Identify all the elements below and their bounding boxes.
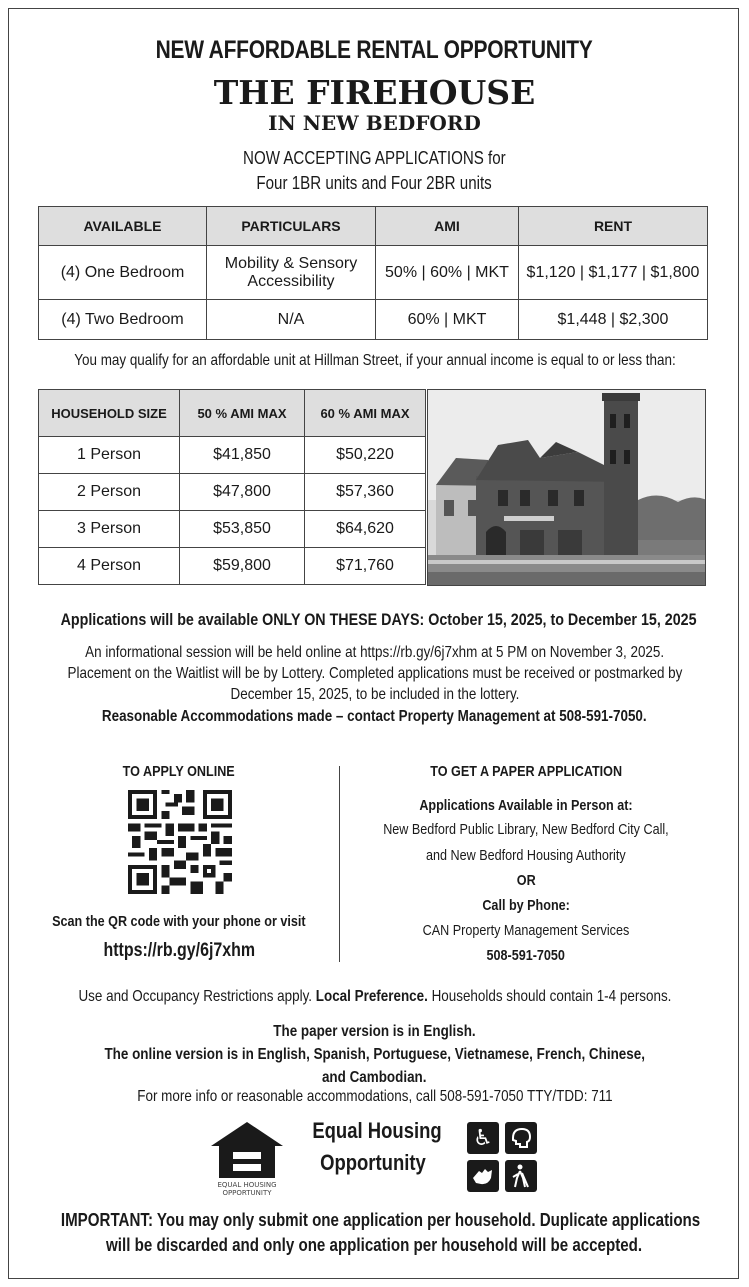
paper-application-heading: TO GET A PAPER APPLICATION [430,763,622,780]
apply-url-link[interactable]: https://rb.gy/6j7xhm [103,940,255,961]
table-cell: $53,850 [180,511,305,548]
column-header: AMI [376,207,519,246]
more-info-text: For more info or reasonable accommodations, call 508-591-7050 TTY/TDD: 711 [136,1088,613,1105]
table-header-row [39,390,426,437]
firehouse-photo [427,389,706,586]
table-row [39,474,426,511]
equal-housing-text: Opportunity [320,1150,426,1175]
table-cell: (4) Two Bedroom [39,300,207,340]
table-cell: Mobility & Sensory Accessibility [207,246,376,300]
table-cell: 3 Person [39,511,180,548]
important-notice: IMPORTANT: You may only submit one application per household. Duplicate applications will be discarded and only one application per household will be accepted. [60,1210,701,1255]
column-header: RENT [519,207,708,246]
restrictions-text: Use and Occupancy Restrictions apply. Local Preference. Households should contain 1-4 persons. [78,988,671,1005]
table-cell: $57,360 [305,474,426,511]
table-row [39,437,426,474]
table-row [39,246,708,300]
accommodations-text: Reasonable Accommodations made – contact Property Management at 508-591-7050. [102,708,647,725]
phone-heading: Call by Phone: [482,897,570,914]
info-session-text: An informational session will be held online at https://rb.gy/6j7xhm at 5 PM on November 3, 2025. Placement on the Waitlist will be by Lottery. Completed applications must be received or postmarked by December 15, 2025, to be included in the lottery. [67,644,682,703]
table-cell: $1,120 | $1,177 | $1,800 [519,246,708,300]
management-company: CAN Property Management Services [422,922,630,939]
equal-housing-logo-icon [209,1120,285,1198]
table-cell: N/A [207,300,376,340]
table-cell: 2 Person [39,474,180,511]
table-cell: $41,850 [180,437,305,474]
table-cell: 60% | MKT [376,300,519,340]
table-cell: (4) One Bedroom [39,246,207,300]
headline: NEW AFFORDABLE RENTAL OPPORTUNITY [156,36,593,64]
intro-text: NOW ACCEPTING APPLICATIONS for Four 1BR units and Four 2BR units [243,148,506,193]
apply-online-heading: TO APPLY ONLINE [122,763,236,780]
in-person-heading: Applications Available in Person at: [419,797,633,814]
or-separator: OR [516,872,536,889]
column-header: AVAILABLE [39,207,207,246]
page-title: THE FIREHOUSE [213,73,536,112]
units-table [38,206,708,340]
table-cell: $59,800 [180,548,305,585]
logo-text: OPPORTUNITY [222,1189,272,1197]
language-text: The paper version is in English. The online version is in English, Spanish, Portuguese, Vietnamese, French, Chinese, and Cambodian. [104,1023,645,1086]
locations-line: and New Bedford Housing Authority [426,847,626,864]
scan-instructions: Scan the QR code with your phone or visit [52,913,306,930]
column-header: 60 % AMI MAX [305,390,426,437]
table-row [39,548,426,585]
page-subtitle: IN NEW BEDFORD [268,111,481,135]
table-row [39,300,708,340]
column-header: HOUSEHOLD SIZE [39,390,180,437]
qualify-text: You may qualify for an affordable unit at Hillman Street, if your annual income is equal to or less than: [73,352,676,369]
table-header-row [39,207,708,246]
equal-housing-text: Equal Housing [312,1118,442,1143]
phone-number[interactable]: 508-591-7050 [486,947,566,964]
table-cell: $47,800 [180,474,305,511]
column-header: PARTICULARS [207,207,376,246]
sign-language-icon [467,1160,499,1192]
table-cell: $64,620 [305,511,426,548]
blind-access-icon [505,1160,537,1192]
table-cell: $50,220 [305,437,426,474]
table-cell: 50% | 60% | MKT [376,246,519,300]
table-cell: 1 Person [39,437,180,474]
table-cell: $71,760 [305,548,426,585]
table-cell: $1,448 | $2,300 [519,300,708,340]
qr-code-icon[interactable] [128,790,232,894]
wheelchair-icon: ♿ [467,1122,499,1154]
locations-line: New Bedford Public Library, New Bedford City Call, [383,821,669,838]
cognitive-access-icon [505,1122,537,1154]
logo-text: EQUAL HOUSING [217,1181,277,1189]
column-header: 50 % AMI MAX [180,390,305,437]
income-table [38,389,426,585]
table-row [39,511,426,548]
table-cell: 4 Person [39,548,180,585]
availability-dates: Applications will be available ONLY ON THESE DAYS: October 15, 2025, to December 15, 2025 [60,610,697,629]
